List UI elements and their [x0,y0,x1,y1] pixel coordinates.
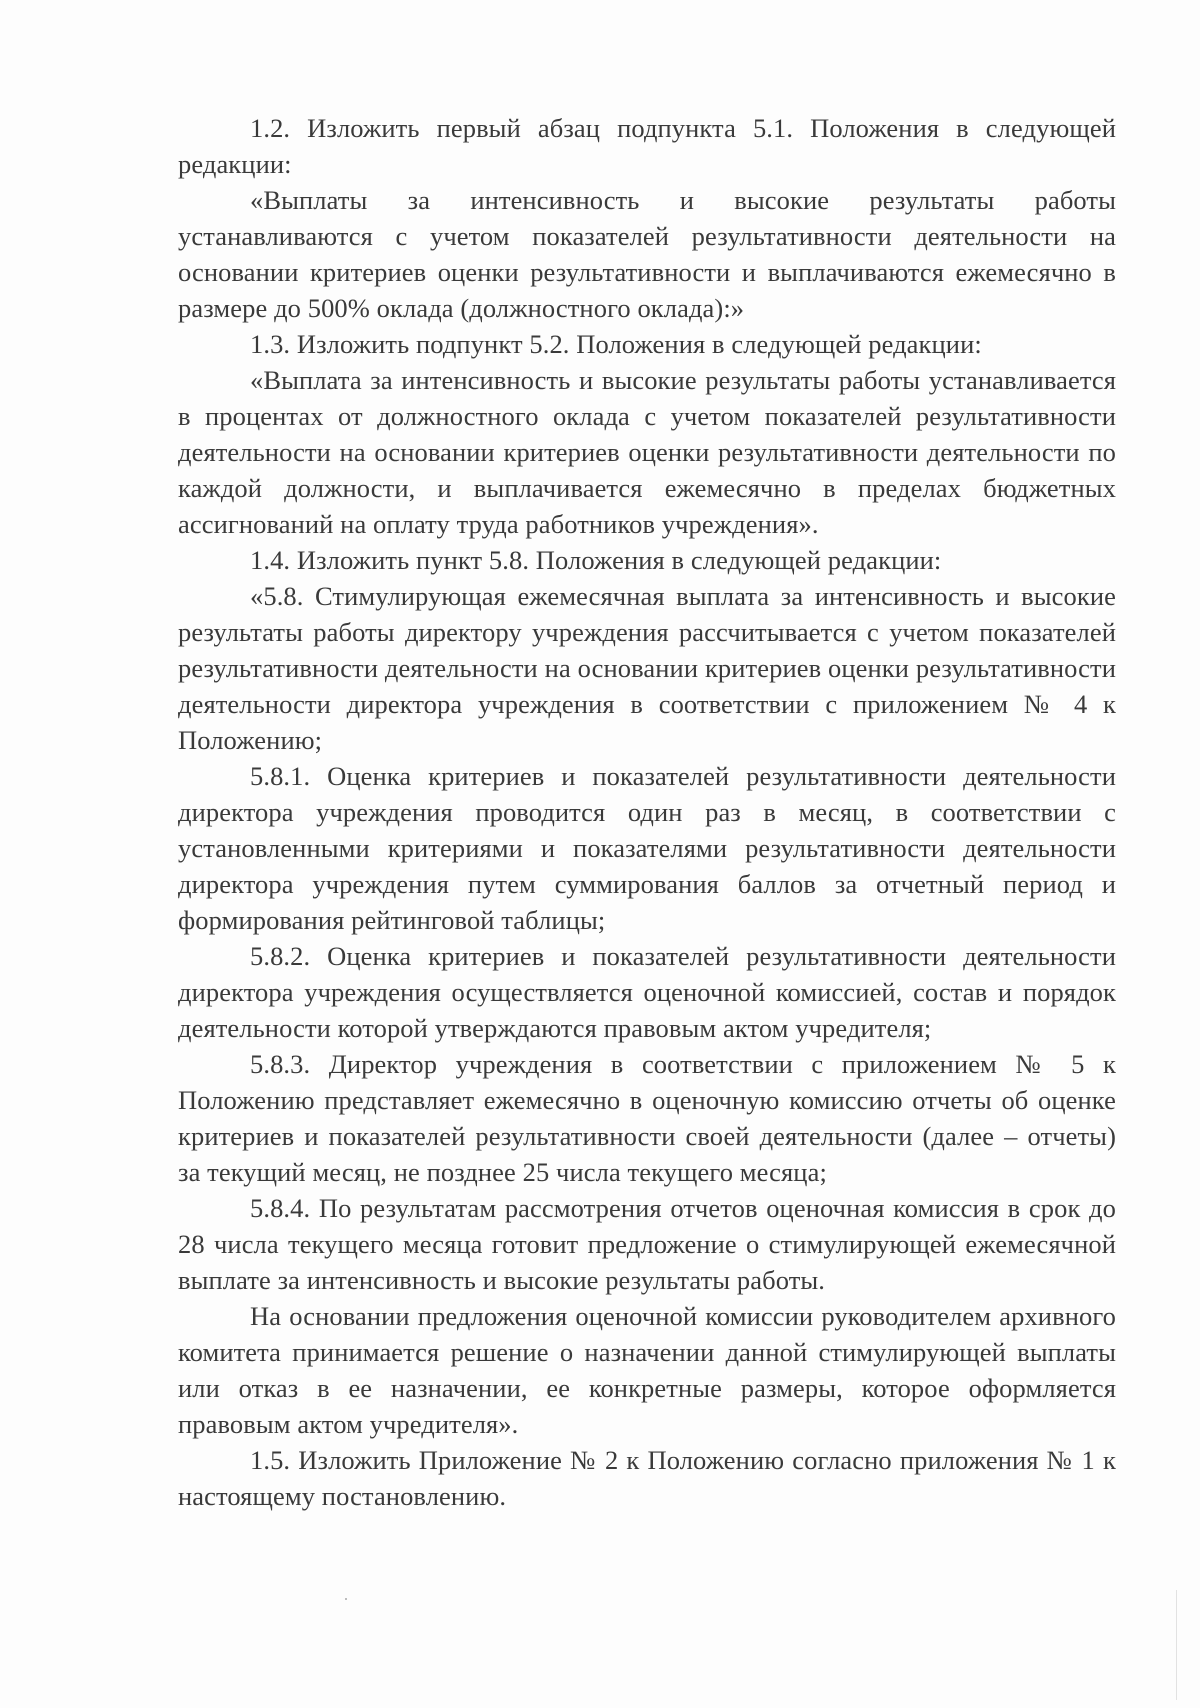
paragraph-5-8: «5.8. Стимулирующая ежемесячная выплата за интенсивность и высокие результаты работы директору учреждения рассчитывается с учетом показателей результативности деятельности на основании критериев оценки результативности деятельности директора учреждения в соответствии с приложением № 4 к Положению; [178,581,1116,755]
paragraph-5-8-2: 5.8.2. Оценка критериев и показателей результативности деятельности директора учреждения осуществляется оценочной комиссией, состав и порядок деятельности которой утверждаются правовым актом учредителя; [178,941,1116,1043]
paragraph-1-2: 1.2. Изложить первый абзац подпункта 5.1. Положения в следующей редакции: [178,113,1116,179]
document-body [178,110,1116,1514]
paragraph-quote-5-2: «Выплата за интенсивность и высокие результаты работы устанавливается в процентах от должностного оклада с учетом показателей результативности деятельности на основании критериев оценки результативности деятельности по каждой должности, и выплачивается ежемесячно в пределах бюджетных ассигнований на оплату труда работников учреждения». [178,365,1116,539]
scan-edge-line [1176,1590,1177,1700]
paragraph-5-8-1: 5.8.1. Оценка критериев и показателей результативности деятельности директора учреждения проводится один раз в месяц, в соответствии с установленными критериями и показателями результативности деятельности директора учреждения путем суммирования баллов за отчетный период и формирования рейтинговой таблицы; [178,761,1116,935]
paragraph-decision: На основании предложения оценочной комиссии руководителем архивного комитета принимается решение о назначении данной стимулирующей выплаты или отказ в ее назначении, ее конкретные размеры, которое оформляется правовым актом учредителя». [178,1301,1116,1439]
paragraph-5-8-4: 5.8.4. По результатам рассмотрения отчетов оценочная комиссия в срок до 28 числа текущего месяца готовит предложение о стимулирующей ежемесячной выплате за интенсивность и высокие результаты работы. [178,1193,1116,1295]
paragraph-1-3: 1.3. Изложить подпункт 5.2. Положения в следующей редакции: [250,329,982,359]
paragraph-5-8-3: 5.8.3. Директор учреждения в соответствии с приложением № 5 к Положению представляет ежемесячно в оценочную комиссию отчеты об оценке критериев и показателей результативности своей деятельности (далее – отчеты) за текущий месяц, не позднее 25 числа текущего месяца; [178,1049,1116,1187]
paragraph-quote-5-1: «Выплаты за интенсивность и высокие результаты работы устанавливаются с учетом показателей результативности деятельности на основании критериев оценки результативности и выплачиваются ежемесячно в размере до 500% оклада (должностного оклада):» [178,185,1116,323]
paragraph-1-5: 1.5. Изложить Приложение № 2 к Положению согласно приложения № 1 к настоящему постановлению. [178,1445,1116,1511]
paragraph-1-4: 1.4. Изложить пункт 5.8. Положения в следующей редакции: [250,545,942,575]
scan-speck [345,1598,347,1600]
